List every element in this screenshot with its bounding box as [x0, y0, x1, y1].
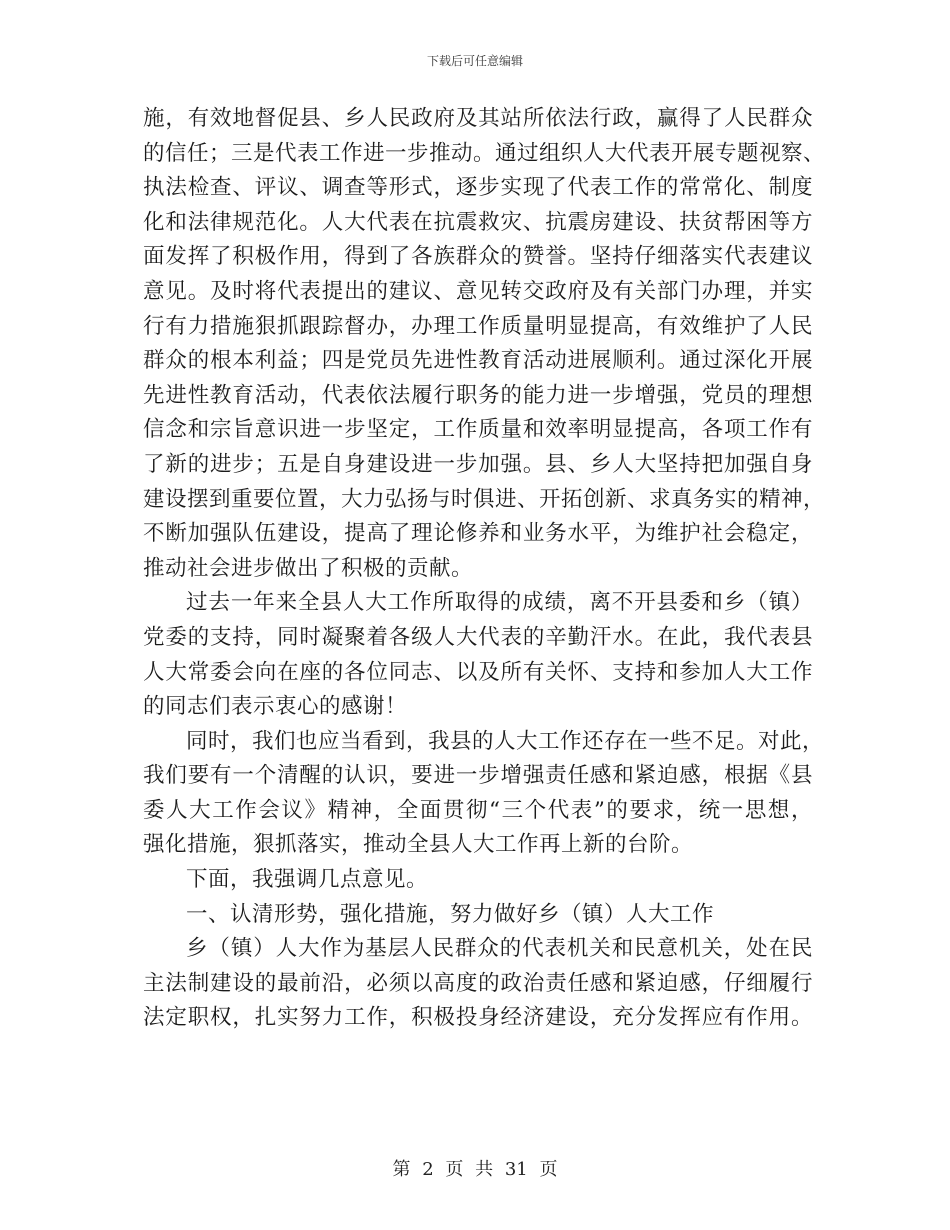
text-line: 群众的根本利益；四是党员先进性教育活动进展顺利。通过深化开展: [143, 348, 813, 374]
text-line: 了新的进步；五是自身建设进一步加强。县、乡人大坚持把加强自身: [143, 451, 813, 477]
section-heading: 一、认清形势，强化措施，努力做好乡（镇）人大工作: [186, 901, 715, 927]
text-line: 施，有效地督促县、乡人民政府及其站所依法行政，赢得了人民群众: [143, 106, 813, 131]
text-line: 化和法律规范化。人大代表在抗震救灾、抗震房建设、扶贫帮困等方: [143, 209, 813, 235]
text-line: 建设摆到重要位置，大力弘扬与时俱进、开拓创新、求真务实的精神，: [143, 486, 826, 512]
text-line: 行有力措施狠抓跟踪督办，办理工作质量明显提高，有效维护了人民: [143, 313, 813, 339]
text-line: 执法检查、评议、调查等形式，逐步实现了代表工作的常常化、制度: [143, 175, 813, 201]
text-line: 的同志们表示衷心的感谢！: [143, 694, 408, 720]
text-line: 主法制建设的最前沿，必须以高度的政治责任感和紧迫感，仔细履行: [143, 970, 813, 996]
text-line: 推动社会进步做出了积极的贡献。: [143, 555, 474, 581]
text-line: 我们要有一个清醒的认识，要进一步增强责任感和紧迫感，根据《县: [143, 763, 813, 789]
text-line: 法定职权，扎实努力工作，积极投身经济建设，充分发挥应有作用。: [143, 1005, 813, 1031]
text-line: 委人大工作会议》精神，全面贯彻“三个代表”的要求，统一思想，: [143, 797, 813, 823]
text-line: 先进性教育活动，代表依法履行职务的能力进一步增强，党员的理想: [143, 382, 813, 408]
text-line: 的信任；三是代表工作进一步推动。通过组织人大代表开展专题视察、: [143, 140, 826, 166]
page-footer: 第 2 页 共 31 页: [392, 1159, 558, 1180]
text-line: 信念和宗旨意识进一步坚定，工作质量和效率明显提高，各项工作有: [143, 417, 813, 443]
text-line: 党委的支持，同时凝聚着各级人大代表的辛勤汗水。在此，我代表县: [143, 624, 813, 650]
page-header: 下载后可任意编辑: [426, 54, 523, 68]
text-line: 面发挥了积极作用，得到了各族群众的赞誉。坚持仔细落实代表建议: [143, 244, 813, 270]
text-line: 下面，我强调几点意见。: [186, 867, 429, 893]
text-line: 意见。及时将代表提出的建议、意见转交政府及有关部门办理，并实: [143, 278, 813, 304]
text-line: 过去一年来全县人大工作所取得的成绩，离不开县委和乡（镇）: [186, 590, 813, 616]
text-line: 强化措施，狠抓落实，推动全县人大工作再上新的台阶。: [143, 832, 694, 858]
document-body: [143, 102, 826, 1036]
text-line: 不断加强队伍建设，提高了理论修养和业务水平，为维护社会稳定，: [143, 521, 813, 547]
text-line: 同时，我们也应当看到，我县的人大工作还存在一些不足。对此，: [186, 728, 825, 754]
text-line: 人大常委会向在座的各位同志、以及所有关怀、支持和参加人大工作: [143, 659, 813, 685]
text-line: 乡（镇）人大作为基层人民群众的代表机关和民意机关，处在民: [186, 936, 813, 962]
